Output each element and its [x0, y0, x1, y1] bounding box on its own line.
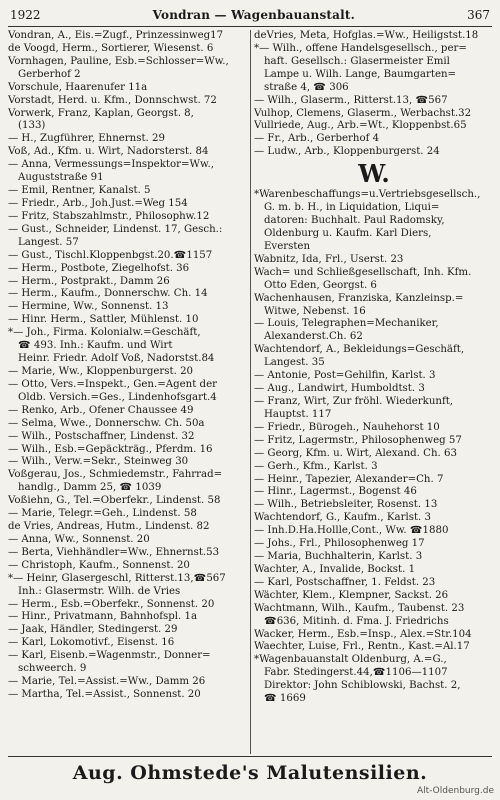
directory-entry-line: — Friedr., Arb., Joh.Just.=Weg 154 [8, 197, 188, 209]
right-column-bottom [254, 189, 494, 706]
directory-entry-line: — H., Zugführer, Ehnernst. 29 [8, 133, 165, 145]
directory-entry-line: Auguststraße 91 [18, 172, 104, 184]
directory-entry-line: Vulhop, Clemens, Glaserm., Werbachst.32 [254, 107, 472, 119]
header-year: 1922 [10, 8, 41, 22]
directory-entry-line: Oldenburg u. Kaufm. Karl Diers, [264, 227, 432, 239]
directory-entry-line: — Selma, Wwe., Donnerschw. Ch. 50a [8, 417, 205, 429]
directory-entry-line: datoren: Buchhalt. Paul Radomsky, [264, 215, 445, 227]
directory-entry-line: schweerch. 9 [18, 663, 87, 675]
directory-entry-line: deVries, Meta, Hofglas.=Ww., Heiligstst.18 [254, 30, 479, 41]
directory-entry-line: de Voogd, Herm., Sortierer, Wiesenst. 6 [8, 42, 214, 54]
directory-entry-line: ☎636, Mitinh. d. Fma. J. Friedrichs [264, 615, 449, 627]
directory-entry-line: Vorstadt, Herd. u. Kfm., Donnschwst. 72 [8, 94, 217, 106]
directory-entry-line: *Warenbeschaffungs=u.Vertriebsgesellsch., [254, 189, 481, 201]
header-page-number: 367 [467, 8, 490, 22]
directory-entry-line: Inh.: Glasermstr. Wilh. de Vries [18, 585, 181, 597]
directory-entry-line: Waechter, Luise, Frl., Rentn., Kast.=Al.17 [254, 641, 470, 653]
directory-entry-line: — Gerh., Kfm., Karlst. 3 [254, 460, 378, 472]
watermark: Alt-Oldenburg.de [416, 786, 494, 796]
directory-entry-line: Langest. 57 [18, 236, 79, 248]
directory-entry-line: — Gust., Schneider, Lindenst. 17, Gesch.: [8, 223, 223, 235]
directory-entry-line: — Otto, Vers.=Inspekt., Gen.=Agent der [8, 378, 217, 390]
directory-entry-line: G. m. b. H., in Liquidation, Liqui= [264, 202, 440, 214]
directory-entry-line: (133) [18, 120, 46, 132]
directory-entry-line: — Martha, Tel.=Assist., Sonnenst. 20 [8, 689, 201, 701]
directory-entry-line: Direktor: John Schiblowski, Bachst. 2, [264, 680, 461, 692]
directory-entry-line: — Franz, Wirt, Zur fröhl. Wiederkunft, [254, 395, 454, 407]
directory-entry-line: — Wilh., Verw.=Sekr., Steinweg 30 [8, 456, 189, 468]
directory-entry-line: — Berta, Viehhändler=Ww., Ehnernst.53 [8, 546, 220, 558]
directory-entry-line: Wach= und Schließgesellschaft, Inh. Kfm. [254, 266, 472, 278]
directory-entry-line: Vorschule, Haarenufer 11a [8, 81, 148, 93]
directory-entry-line: — Fritz, Stabszahlmstr., Philosophw.12 [8, 210, 210, 222]
directory-entry-line: — Heinr., Tapezier, Alexander=Ch. 7 [254, 473, 444, 485]
directory-entry-line: Voßgerau, Jos., Schmiedemstr., Fahrrad= [8, 469, 223, 481]
directory-entry-line: Oldb. Versich.=Ges., Lindenhofsgart.4 [18, 391, 217, 403]
directory-entry-line: — Aug., Landwirt, Humboldtst. 3 [254, 383, 425, 395]
directory-entry-line: — Wilh., Betriebsleiter, Rosenst. 13 [254, 499, 438, 511]
directory-entry-line: — Hinr., Lagermst., Bogenst 46 [254, 486, 417, 498]
directory-entry-line: — Gust., Tischl.Kloppenbgst.20.☎1157 [8, 249, 213, 261]
directory-entry-line: Wachenhausen, Franziska, Kanzleinsp.= [254, 292, 464, 304]
directory-entry-line: Otto Eden, Georgst. 6 [264, 279, 377, 291]
directory-entry-line: — Herm., Esb.=Oberfekr., Sonnenst. 20 [8, 598, 215, 610]
directory-entry-line: — Hinr., Privatmann, Bahnhofspl. 1a [8, 611, 198, 623]
directory-entry-line: Vorwerk, Franz, Kaplan, Georgst. 8, [8, 107, 194, 119]
directory-entry-line: — Maria, Buchhalterin, Karlst. 3 [254, 551, 423, 563]
directory-entry-line: — Hermine, Ww., Sonnenst. 13 [8, 301, 169, 313]
directory-entry-line: Wabnitz, Ida, Frl., Userst. 23 [254, 253, 404, 265]
footer-advertisement: Aug. Ohmstede's Malutensilien. [72, 762, 428, 784]
directory-entry-line: — Friedr., Bürogeh., Nauhehorst 10 [254, 421, 440, 433]
directory-entry-line: Wacker, Herm., Esb.=Insp., Alex.=Str.104 [254, 628, 472, 640]
header-title: Vondran — Wagenbauanstalt. [152, 8, 356, 22]
directory-entry-line: Hauptst. 117 [264, 408, 332, 420]
directory-entry-line: — Inh.D.Ha.Hollle,Cont., Ww. ☎1880 [254, 525, 449, 537]
left-column [8, 30, 248, 702]
directory-entry-line: Eversten [264, 240, 311, 252]
directory-entry-line: Gerberhof 2 [18, 68, 81, 80]
directory-entry-line: Wachtmann, Wilh., Kaufm., Taubenst. 23 [254, 602, 465, 614]
directory-entry-line: ☎ 493. Inh.: Kaufm. und Wirt [18, 340, 173, 352]
directory-entry-line: — Johs., Frl., Philosophenweg 17 [254, 538, 425, 550]
directory-entry-line: — Georg, Kfm. u. Wirt, Alexand. Ch. 63 [254, 447, 457, 459]
directory-entry-line: Heinr. Friedr. Adolf Voß, Nadorstst.84 [18, 353, 215, 365]
directory-entry-line: — Marie, Telegr.=Geh., Lindenst. 58 [8, 508, 197, 520]
directory-entry-line: — Renko, Arb., Ofener Chaussee 49 [8, 404, 194, 416]
directory-entry-line: ☎ 1669 [264, 693, 306, 705]
directory-entry-line: — Jaak, Händler, Stedingerst. 29 [8, 624, 178, 636]
directory-entry-line: — Karl, Eisenb.=Wagenmstr., Donner= [8, 650, 211, 662]
directory-entry-line: Fabr. Stedingerst.44,☎1106—1107 [264, 667, 448, 679]
directory-entry-line: Vullriede, Aug., Arb.=Wt., Kloppenbst.65 [254, 120, 467, 132]
directory-entry-line: — Louis, Telegraphen=Mechaniker, [254, 318, 439, 330]
directory-entry-line: — Herm., Postprakt., Damm 26 [8, 275, 170, 287]
directory-entry-line: haft. Gesellsch.: Glasermeister Emil [264, 55, 450, 67]
directory-entry-line: — Anna, Ww., Sonnenst. 20 [8, 533, 150, 545]
directory-entry-line: Wachtendorf, G., Kaufm., Karlst. 3 [254, 512, 431, 524]
footer-rule [8, 756, 492, 757]
column-divider [250, 30, 251, 754]
directory-entry-line: *Wagenbauanstalt Oldenburg, A.=G., [254, 654, 447, 666]
directory-entry-line: *— Heinr, Glasergeschl, Ritterst.13,☎567 [8, 572, 226, 584]
directory-entry-line: *— Joh., Firma. Kolonialw.=Geschäft, [8, 327, 201, 339]
directory-entry-line: Voß, Ad., Kfm. u. Wirt, Nadorsterst. 84 [8, 146, 209, 158]
directory-entry-line: Lampe u. Wilh. Lange, Baumgarten= [264, 68, 457, 80]
page-header [10, 8, 490, 24]
directory-entry-line: — Wilh., Postschaffner, Lindenst. 32 [8, 430, 195, 442]
directory-entry-line: — Herm., Kaufm., Donnerschw. Ch. 14 [8, 288, 208, 300]
directory-entry-line: — Hinr. Herm., Sattler, Mühlenst. 10 [8, 314, 199, 326]
directory-entry-line: *— Wilh., offene Handelsgesellsch., per= [254, 42, 467, 54]
directory-entry-line: — Emil, Rentner, Kanalst. 5 [8, 185, 151, 197]
directory-entry-line: — Herm., Postbote, Ziegelhofst. 36 [8, 262, 190, 274]
directory-entry-line: — Anna, Vermessungs=Inspektor=Ww., [8, 159, 214, 171]
directory-entry-line: — Ludw., Arb., Kloppenburgerst. 24 [254, 146, 440, 158]
directory-entry-line: — Fr., Arb., Gerberhof 4 [254, 133, 380, 145]
directory-entry-line: Wachtendorf, A., Bekleidungs=Geschäft, [254, 344, 465, 356]
directory-entry-line: handlg., Damm 25, ☎ 1039 [18, 482, 162, 494]
directory-entry-line: Witwe, Nebenst. 16 [264, 305, 366, 317]
directory-entry-line: Voßiehn, G., Tel.=Oberfekr., Lindenst. 58 [8, 495, 221, 507]
directory-entry-line: Alexanderst.Ch. 62 [264, 331, 363, 343]
directory-entry-line: — Karl, Postschaffner, 1. Feldst. 23 [254, 576, 436, 588]
directory-entry-line: — Fritz, Lagermstr., Philosophenweg 57 [254, 434, 462, 446]
directory-entry-line: — Wilh., Glaserm., Ritterst.13, ☎567 [254, 94, 448, 106]
directory-entry-line: — Karl, Lokomotivf., Eisenst. 16 [8, 637, 175, 649]
right-column-top [254, 30, 494, 159]
directory-entry-line: Langest. 35 [264, 357, 325, 369]
directory-entry-line: — Wilh., Esb.=Gepäckträg., Pferdm. 16 [8, 443, 213, 455]
directory-entry-line: Wächter, Klem., Klempner, Sackst. 26 [254, 589, 449, 601]
section-letter: W. [358, 159, 390, 189]
directory-entry-line: de Vries, Andreas, Hutm., Lindenst. 82 [8, 521, 210, 533]
directory-entry-line: — Marie, Tel.=Assist.=Ww., Damm 26 [8, 676, 206, 688]
directory-entry-line: — Christoph, Kaufm., Sonnenst. 20 [8, 559, 190, 571]
directory-entry-line: — Antonie, Post=Gehilfin, Karlst. 3 [254, 370, 436, 382]
directory-entry-line: Vornhagen, Pauline, Esb.=Schlosser=Ww., [8, 55, 229, 67]
directory-entry-line: Vondran, A., Eis.=Zugf., Prinzessinweg17 [8, 30, 224, 41]
directory-entry-line: Wachter, A., Invalide, Bockst. 1 [254, 563, 416, 575]
right-column [254, 30, 494, 706]
header-rule [8, 26, 492, 27]
directory-entry-line: straße 4, ☎ 306 [264, 81, 349, 93]
directory-entry-line: — Marie, Ww., Kloppenburgerst. 20 [8, 365, 194, 377]
